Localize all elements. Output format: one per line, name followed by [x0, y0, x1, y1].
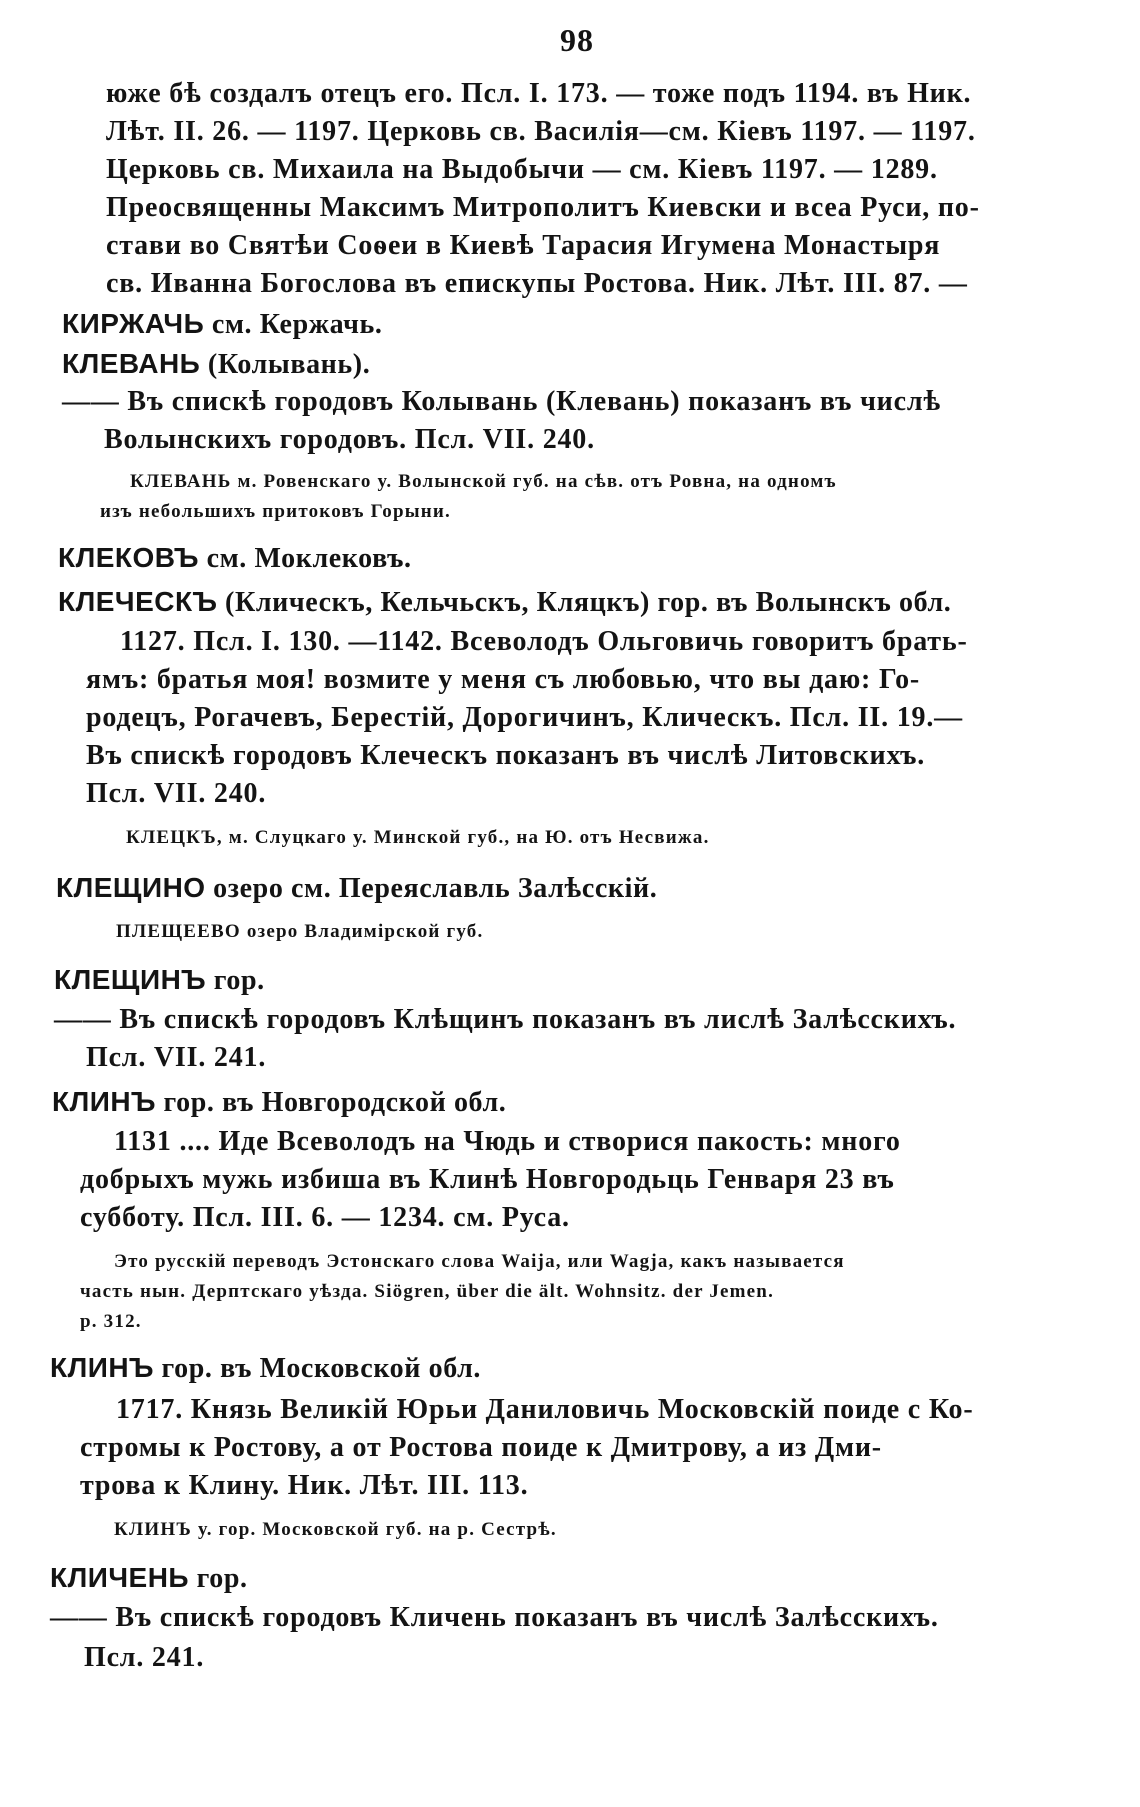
entry-footnote-line: ПЛЕЩЕЕВО озеро Владимірской губ. [116, 921, 484, 942]
entry-heading-rest: гор. въ Московской обл. [153, 1353, 482, 1384]
entry-headword: КЛЕКОВЪ [58, 542, 199, 573]
entry-headword: КЛЕЧЕСКЪ [58, 586, 218, 617]
entry-heading-rest: гор. въ Новгородской обл. [155, 1087, 507, 1118]
entry-body-line: трова к Клину. Ник. Лѣт. III. 113. [80, 1470, 529, 1501]
entry-body-line: 1717. Князь Великій Юрьи Даниловичь Московскій поиде с Ко- [116, 1394, 974, 1425]
entry-heading-rest: гор. [206, 965, 265, 996]
entry-kirzhach [62, 306, 383, 343]
entry-body-line: 1131 .... Иде Всеволодъ на Чюдь и створися пакость: много [114, 1126, 901, 1157]
entry-klin-moscow [50, 1350, 481, 1387]
entry-klichen [50, 1560, 248, 1597]
entry-body-line: Псл. VII. 241. [86, 1042, 267, 1073]
entry-heading-rest: (Колывань). [200, 349, 371, 380]
entry-headword: КЛЕЩИНО [56, 872, 206, 903]
entry-klekov [58, 540, 412, 577]
entry-footnote-line: p. 312. [80, 1311, 142, 1332]
entry-footnote-line: изъ небольшихъ притоковъ Горыни. [100, 501, 452, 522]
entry-heading-rest: озеро см. Переяславль Залѣсскій. [205, 873, 658, 904]
page-number: 98 [560, 22, 594, 58]
entry-headword: КИРЖАЧЬ [62, 308, 205, 339]
entry-footnote-line: КЛЕВАНЬ м. Ровенскаго у. Волынской губ. на сѣв. отъ Ровна, на одномъ [130, 471, 837, 492]
entry-heading-rest: (Клическъ, Кельчьскъ, Кляцкъ) гор. въ Волынскъ обл. [217, 587, 952, 618]
entry-headword: КЛИНЪ [50, 1352, 154, 1383]
entry-body-line: стромы к Ростову, а от Ростова поиде к Дмитрову, а из Дми- [80, 1432, 882, 1463]
entry-body-line: —— Въ спискѣ городовъ Клѣщинъ показанъ въ лислѣ Залѣсскихъ. [54, 1004, 957, 1035]
entry-footnote-line: КЛИНЪ у. гор. Московской губ. на р. Сестрѣ. [114, 1519, 557, 1540]
entry-footnote-line: часть нын. Дерптскаго уѣзда. Siögren, über die ält. Wohnsitz. der Jemen. [80, 1281, 775, 1302]
entry-footnote-line: Это русскій переводъ Эстонскаго слова Waija, или Wagja, какъ называется [114, 1251, 845, 1272]
continuation-line: св. Иванна Богослова въ епискупы Ростова. Ник. Лѣт. III. 87. — [106, 268, 968, 299]
entry-headword: КЛИЧЕНЬ [50, 1562, 190, 1593]
entry-headword: КЛЕВАНЬ [62, 348, 201, 379]
entry-body-line: Псл. 241. [84, 1642, 205, 1673]
entry-body-line: Волынскихъ городовъ. Псл. VII. 240. [104, 424, 595, 455]
continuation-line: юже бѣ создалъ отецъ его. Псл. I. 173. — тоже подъ 1194. въ Ник. [106, 78, 972, 109]
continuation-line: Преосвященны Максимъ Митрополитъ Киевски и всеа Руси, по- [106, 192, 980, 223]
entry-body-line: —— Въ спискѣ городовъ Колывань (Клевань) показанъ въ числѣ [62, 386, 941, 417]
entry-body-line: Псл. VII. 240. [86, 778, 267, 809]
entry-heading-rest: гор. [189, 1563, 248, 1594]
entry-body-line: —— Въ спискѣ городовъ Кличень показанъ въ числѣ Залѣсскихъ. [50, 1602, 939, 1633]
entry-klin-novgorod [52, 1084, 506, 1121]
entry-body-line: Въ спискѣ городовъ Клеческъ показанъ въ числѣ Литовскихъ. [86, 740, 926, 771]
entry-body-line: 1127. Псл. I. 130. —1142. Всеволодъ Ольговичь говоритъ брать- [120, 626, 968, 657]
entry-heading-rest: см. Моклековъ. [198, 543, 412, 574]
continuation-line: стави во Святѣи Соѳеи в Киевѣ Тарасия Игумена Монастыря [106, 230, 941, 261]
entry-kleshchin [54, 962, 265, 999]
continuation-line: Церковь св. Михаила на Выдобычи — см. Кіевъ 1197. — 1289. [106, 154, 938, 185]
entry-body-line: ямъ: братья моя! возмите у меня съ любовью, что вы даю: Го- [86, 664, 921, 695]
entry-body-line: родецъ, Рогачевъ, Берестій, Дорогичинъ, Клическъ. Псл. II. 19.— [86, 702, 963, 733]
entry-klechesk [58, 584, 951, 621]
continuation-line: Лѣт. II. 26. — 1197. Церковь св. Василія—см. Кіевъ 1197. — 1197. [106, 116, 976, 147]
entry-heading-rest: см. Кержачь. [204, 309, 383, 340]
entry-kleshchino [56, 870, 657, 907]
entry-headword: КЛИНЪ [52, 1086, 156, 1117]
entry-body-line: добрыхъ мужь избиша въ Клинѣ Новгородьць Генваря 23 въ [80, 1164, 895, 1195]
entry-klevan [62, 346, 370, 383]
entry-body-line: субботу. Псл. III. 6. — 1234. см. Руса. [80, 1202, 570, 1233]
entry-headword: КЛЕЩИНЪ [54, 964, 207, 995]
entry-footnote-line: КЛЕЦКЪ, м. Слуцкаго у. Минской губ., на Ю. отъ Несвижа. [126, 827, 710, 848]
